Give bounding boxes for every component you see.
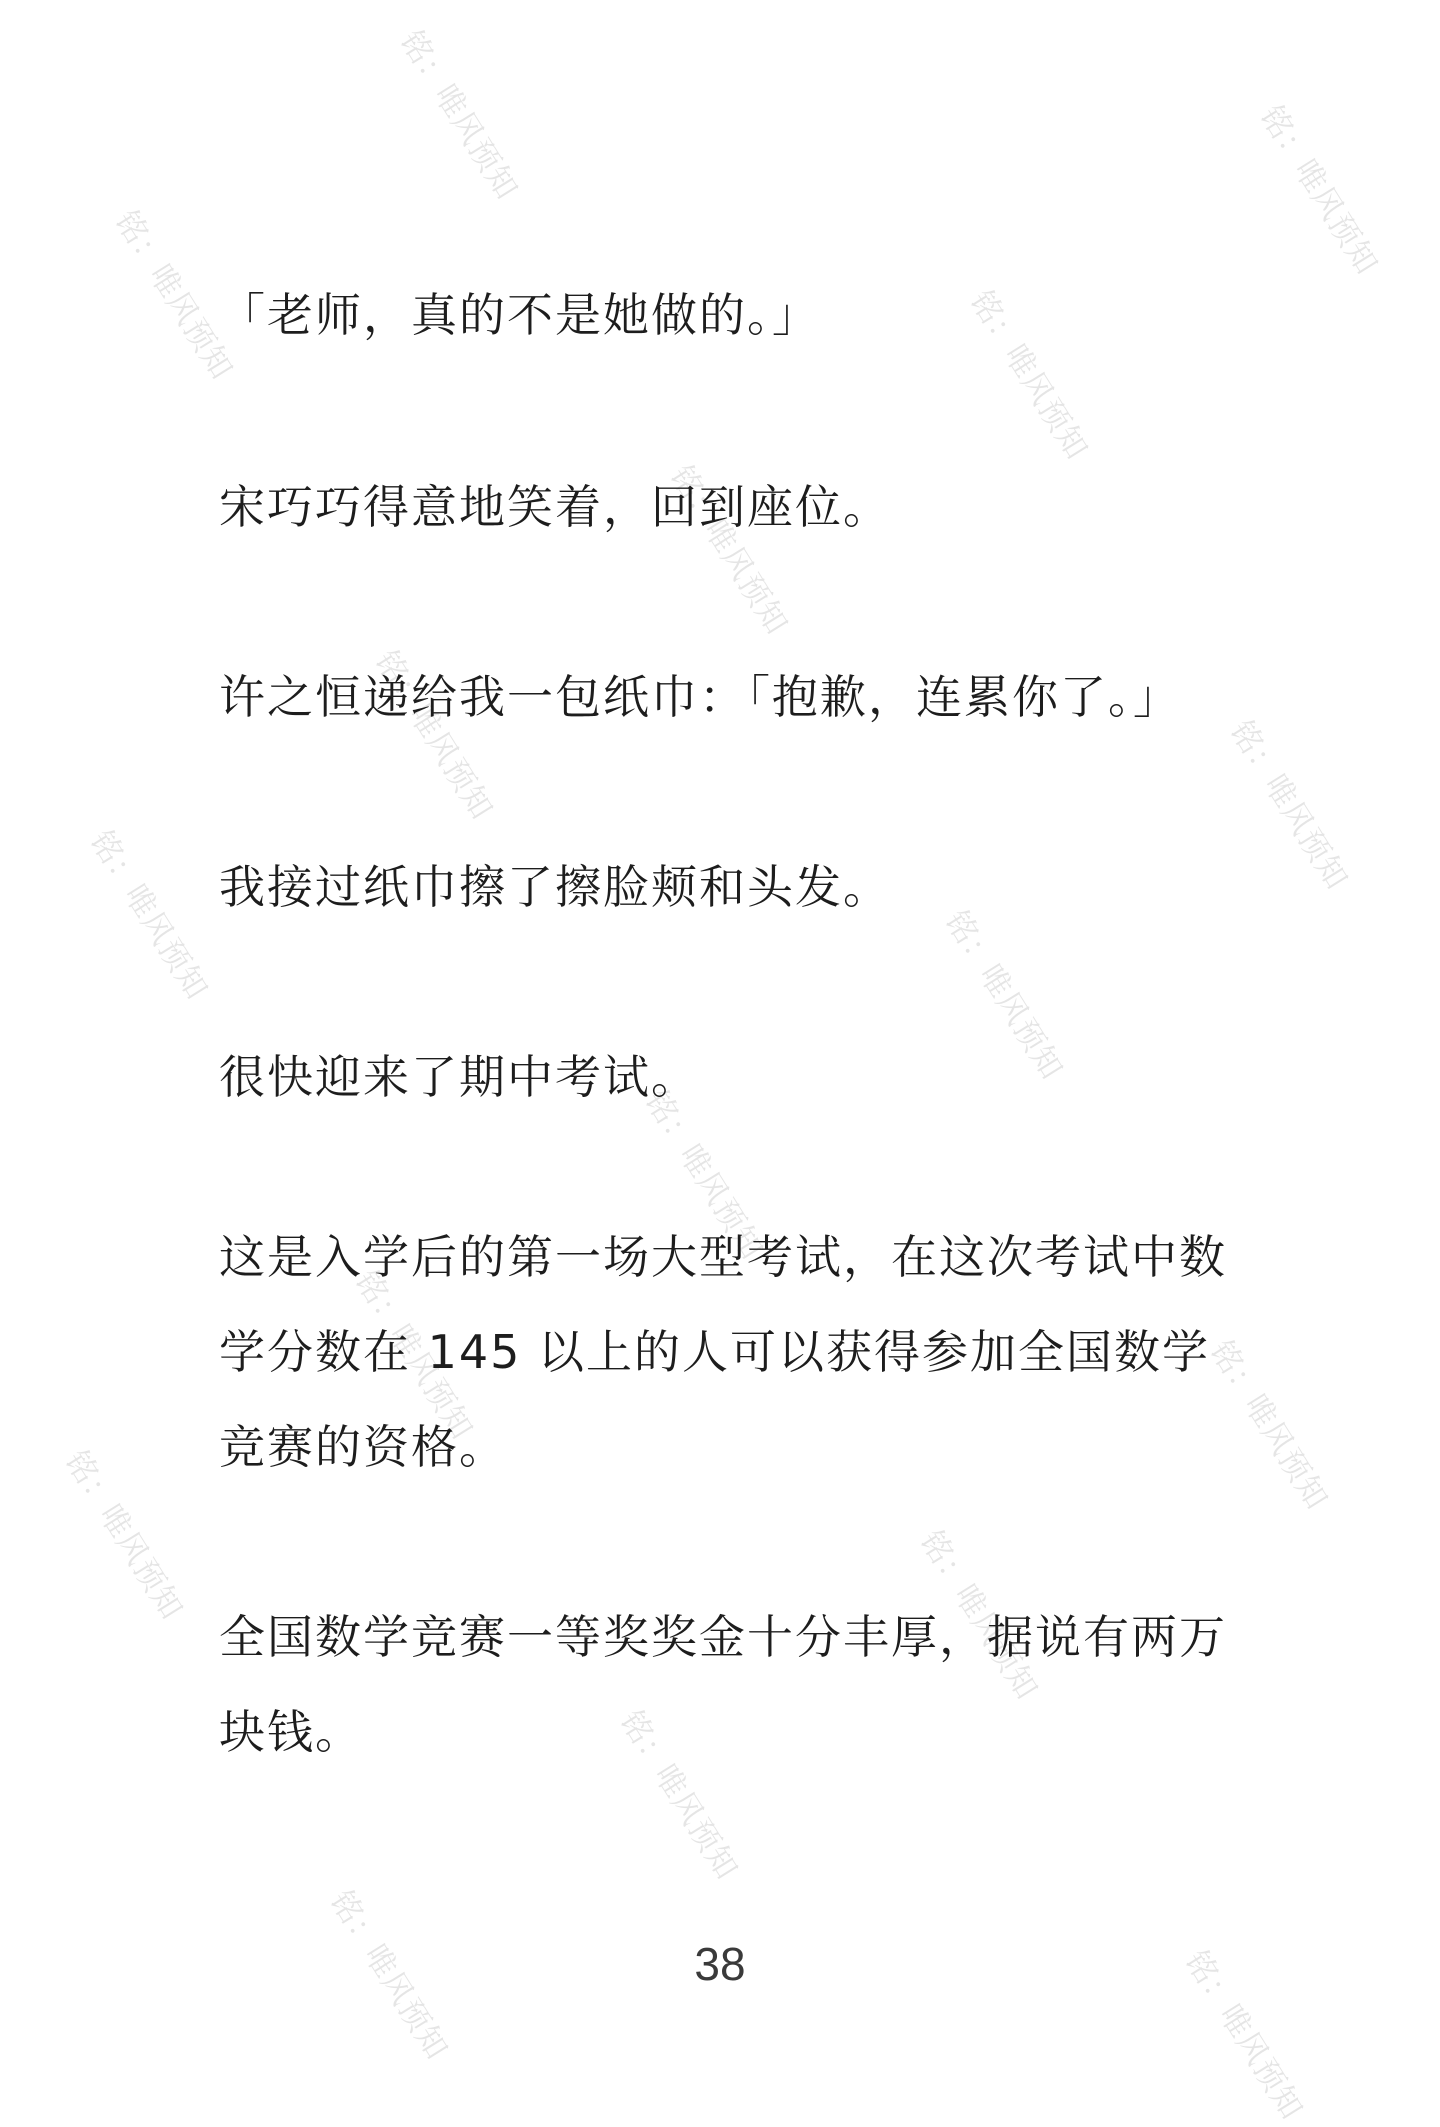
watermark-text: 铭：唯风预知 xyxy=(637,1084,770,1267)
paragraph: 许之恒递给我一包纸巾：「抱歉，连累你了。」 xyxy=(219,670,1181,724)
paragraph: 全国数学竞赛一等奖奖金十分丰厚，据说有两万块钱。 xyxy=(219,1610,1227,1759)
paragraph: 很快迎来了期中考试。 xyxy=(219,1050,699,1104)
watermark-text: 铭：唯风预知 xyxy=(1222,714,1355,897)
page-number: 38 xyxy=(694,1938,746,1990)
watermark-text: 铭：唯风预知 xyxy=(1202,1334,1335,1517)
watermark-text: 铭：唯风预知 xyxy=(322,1884,455,2067)
watermark-text: 铭：唯风预知 xyxy=(392,24,525,207)
watermark-text: 铭：唯风预知 xyxy=(662,459,795,642)
watermark-text: 铭：唯风预知 xyxy=(912,1524,1045,1707)
watermark-text: 铭：唯风预知 xyxy=(347,1264,480,1447)
watermark-text: 铭：唯风预知 xyxy=(82,824,215,1007)
paragraph: 宋巧巧得意地笑着，回到座位。 xyxy=(219,480,891,534)
watermark-text: 铭：唯风预知 xyxy=(57,1444,190,1627)
paragraph: 这是入学后的第一场大型考试，在这次考试中数学分数在 145 以上的人可以获得参加全国数学竞赛的资格。 xyxy=(219,1230,1227,1474)
watermark-text: 铭：唯风预知 xyxy=(1177,1944,1310,2127)
paragraph: 「老师，真的不是她做的。」 xyxy=(219,288,820,342)
watermark-text: 铭：唯风预知 xyxy=(612,1704,745,1887)
watermark-text: 铭：唯风预知 xyxy=(1252,99,1385,282)
watermark-text: 铭：唯风预知 xyxy=(367,644,500,827)
watermark-text: 铭：唯风预知 xyxy=(962,284,1095,467)
watermark-text: 铭：唯风预知 xyxy=(107,204,240,387)
paragraph: 我接过纸巾擦了擦脸颊和头发。 xyxy=(219,860,891,914)
watermark-text: 铭：唯风预知 xyxy=(937,904,1070,1087)
